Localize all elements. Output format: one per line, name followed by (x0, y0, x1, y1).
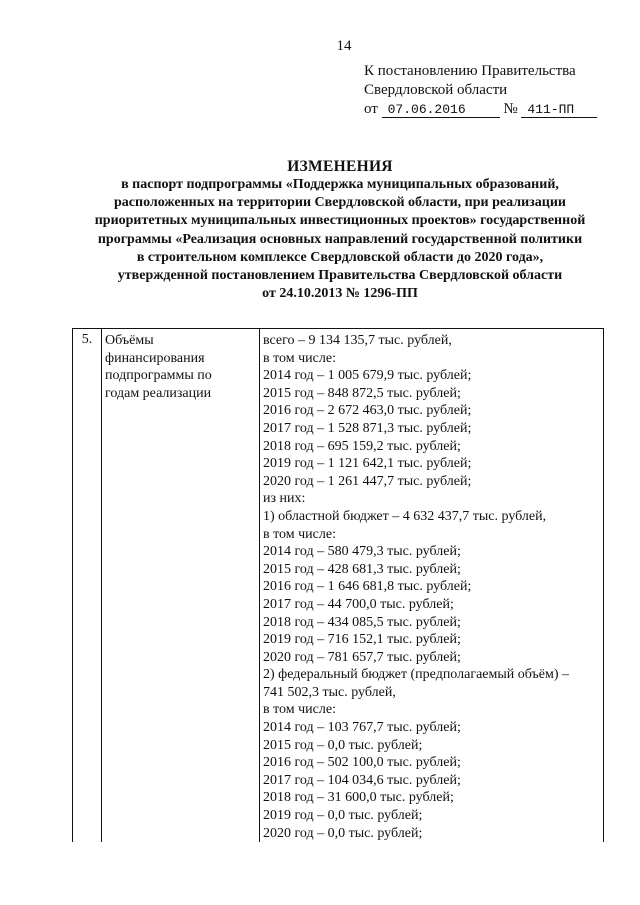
row-name-line: годам реализации (105, 385, 212, 401)
value-line: 2017 год – 1 528 871,3 тыс. рублей; (263, 420, 472, 436)
document-title: ИЗМЕНЕНИЯ (287, 158, 393, 175)
approval-date-line (364, 100, 624, 119)
value-line: 2015 год – 428 681,3 тыс. рублей; (263, 561, 461, 577)
value-line: 2020 год – 1 261 447,7 тыс. рублей; (263, 473, 472, 489)
decree-date: 07.06.2016 (382, 103, 500, 118)
value-line: 2017 год – 104 034,6 тыс. рублей; (263, 772, 461, 788)
subtitle-line: программы «Реализация основных направлений государственной политики (97, 231, 583, 247)
value-line: 2019 год – 1 121 642,1 тыс. рублей; (263, 456, 472, 472)
value-line: 2017 год – 44 700,0 тыс. рублей; (263, 596, 454, 612)
value-line: 2020 год – 0,0 тыс. рублей; (263, 825, 423, 841)
number-label: № (503, 101, 518, 117)
value-line: в том числе: (263, 350, 336, 366)
from-label: от (364, 101, 378, 117)
value-line: в том числе: (263, 702, 336, 718)
value-line: 2018 год – 695 159,2 тыс. рублей; (263, 438, 461, 454)
value-line: 2019 год – 716 152,1 тыс. рублей; (263, 632, 461, 648)
row-number: 5. (73, 329, 102, 843)
subtitle-line: расположенных на территории Свердловской области, при реализации (114, 195, 566, 211)
row-name-line: подпрограммы по (105, 368, 212, 384)
row-values-cell (260, 329, 604, 843)
page-number: 14 (336, 38, 352, 54)
row-name-line: Объёмы (105, 333, 154, 348)
value-line: 2018 год – 31 600,0 тыс. рублей; (263, 790, 454, 806)
value-line: из них: (263, 491, 306, 507)
value-line: 2015 год – 848 872,5 тыс. рублей; (263, 385, 461, 401)
value-line: 2014 год – 103 767,7 тыс. рублей; (263, 720, 461, 736)
subtitle-line: в строительном комплексе Свердловской области до 2020 года», (136, 249, 544, 265)
document-subtitle (84, 176, 596, 303)
approval-line-1: К постановлению Правительства (364, 63, 576, 79)
value-line: 2020 год – 781 657,7 тыс. рублей; (263, 649, 461, 665)
value-line: 2014 год – 580 479,3 тыс. рублей; (263, 544, 461, 560)
subtitle-line: от 24.10.2013 № 1296-ПП (262, 286, 418, 302)
value-line: всего – 9 134 135,7 тыс. рублей, (263, 333, 452, 348)
approval-block (364, 62, 624, 119)
subtitle-line: в паспорт подпрограммы «Поддержка муниципальных образований, (121, 177, 559, 192)
value-line: 2015 год – 0,0 тыс. рублей; (263, 737, 423, 753)
value-line: в том числе: (263, 526, 336, 542)
value-line: 2) федеральный бюджет (предполагаемый объём) – (263, 667, 570, 683)
approval-line-2: Свердловской области (364, 82, 508, 98)
subtitle-line: приоритетных муниципальных инвестиционных проектов» государственной (94, 213, 586, 229)
value-line: 1) областной бюджет – 4 632 437,7 тыс. рублей, (263, 508, 547, 524)
value-line: 2019 год – 0,0 тыс. рублей; (263, 808, 423, 824)
value-line: 2016 год – 502 100,0 тыс. рублей; (263, 755, 461, 771)
value-line: 2014 год – 1 005 679,9 тыс. рублей; (263, 368, 472, 384)
table-row (73, 329, 604, 843)
value-line: 2018 год – 434 085,5 тыс. рублей; (263, 614, 461, 630)
funding-table (72, 328, 604, 842)
row-name-line: финансирования (105, 350, 205, 366)
subtitle-line: утвержденной постановлением Правительства Свердловской области (117, 268, 563, 284)
value-line: 2016 год – 2 672 463,0 тыс. рублей; (263, 403, 472, 419)
row-name-cell (102, 329, 260, 843)
decree-number: 411-ПП (521, 103, 597, 118)
value-line: 2016 год – 1 646 681,8 тыс. рублей; (263, 579, 472, 595)
value-line: 741 502,3 тыс. рублей, (263, 684, 396, 700)
